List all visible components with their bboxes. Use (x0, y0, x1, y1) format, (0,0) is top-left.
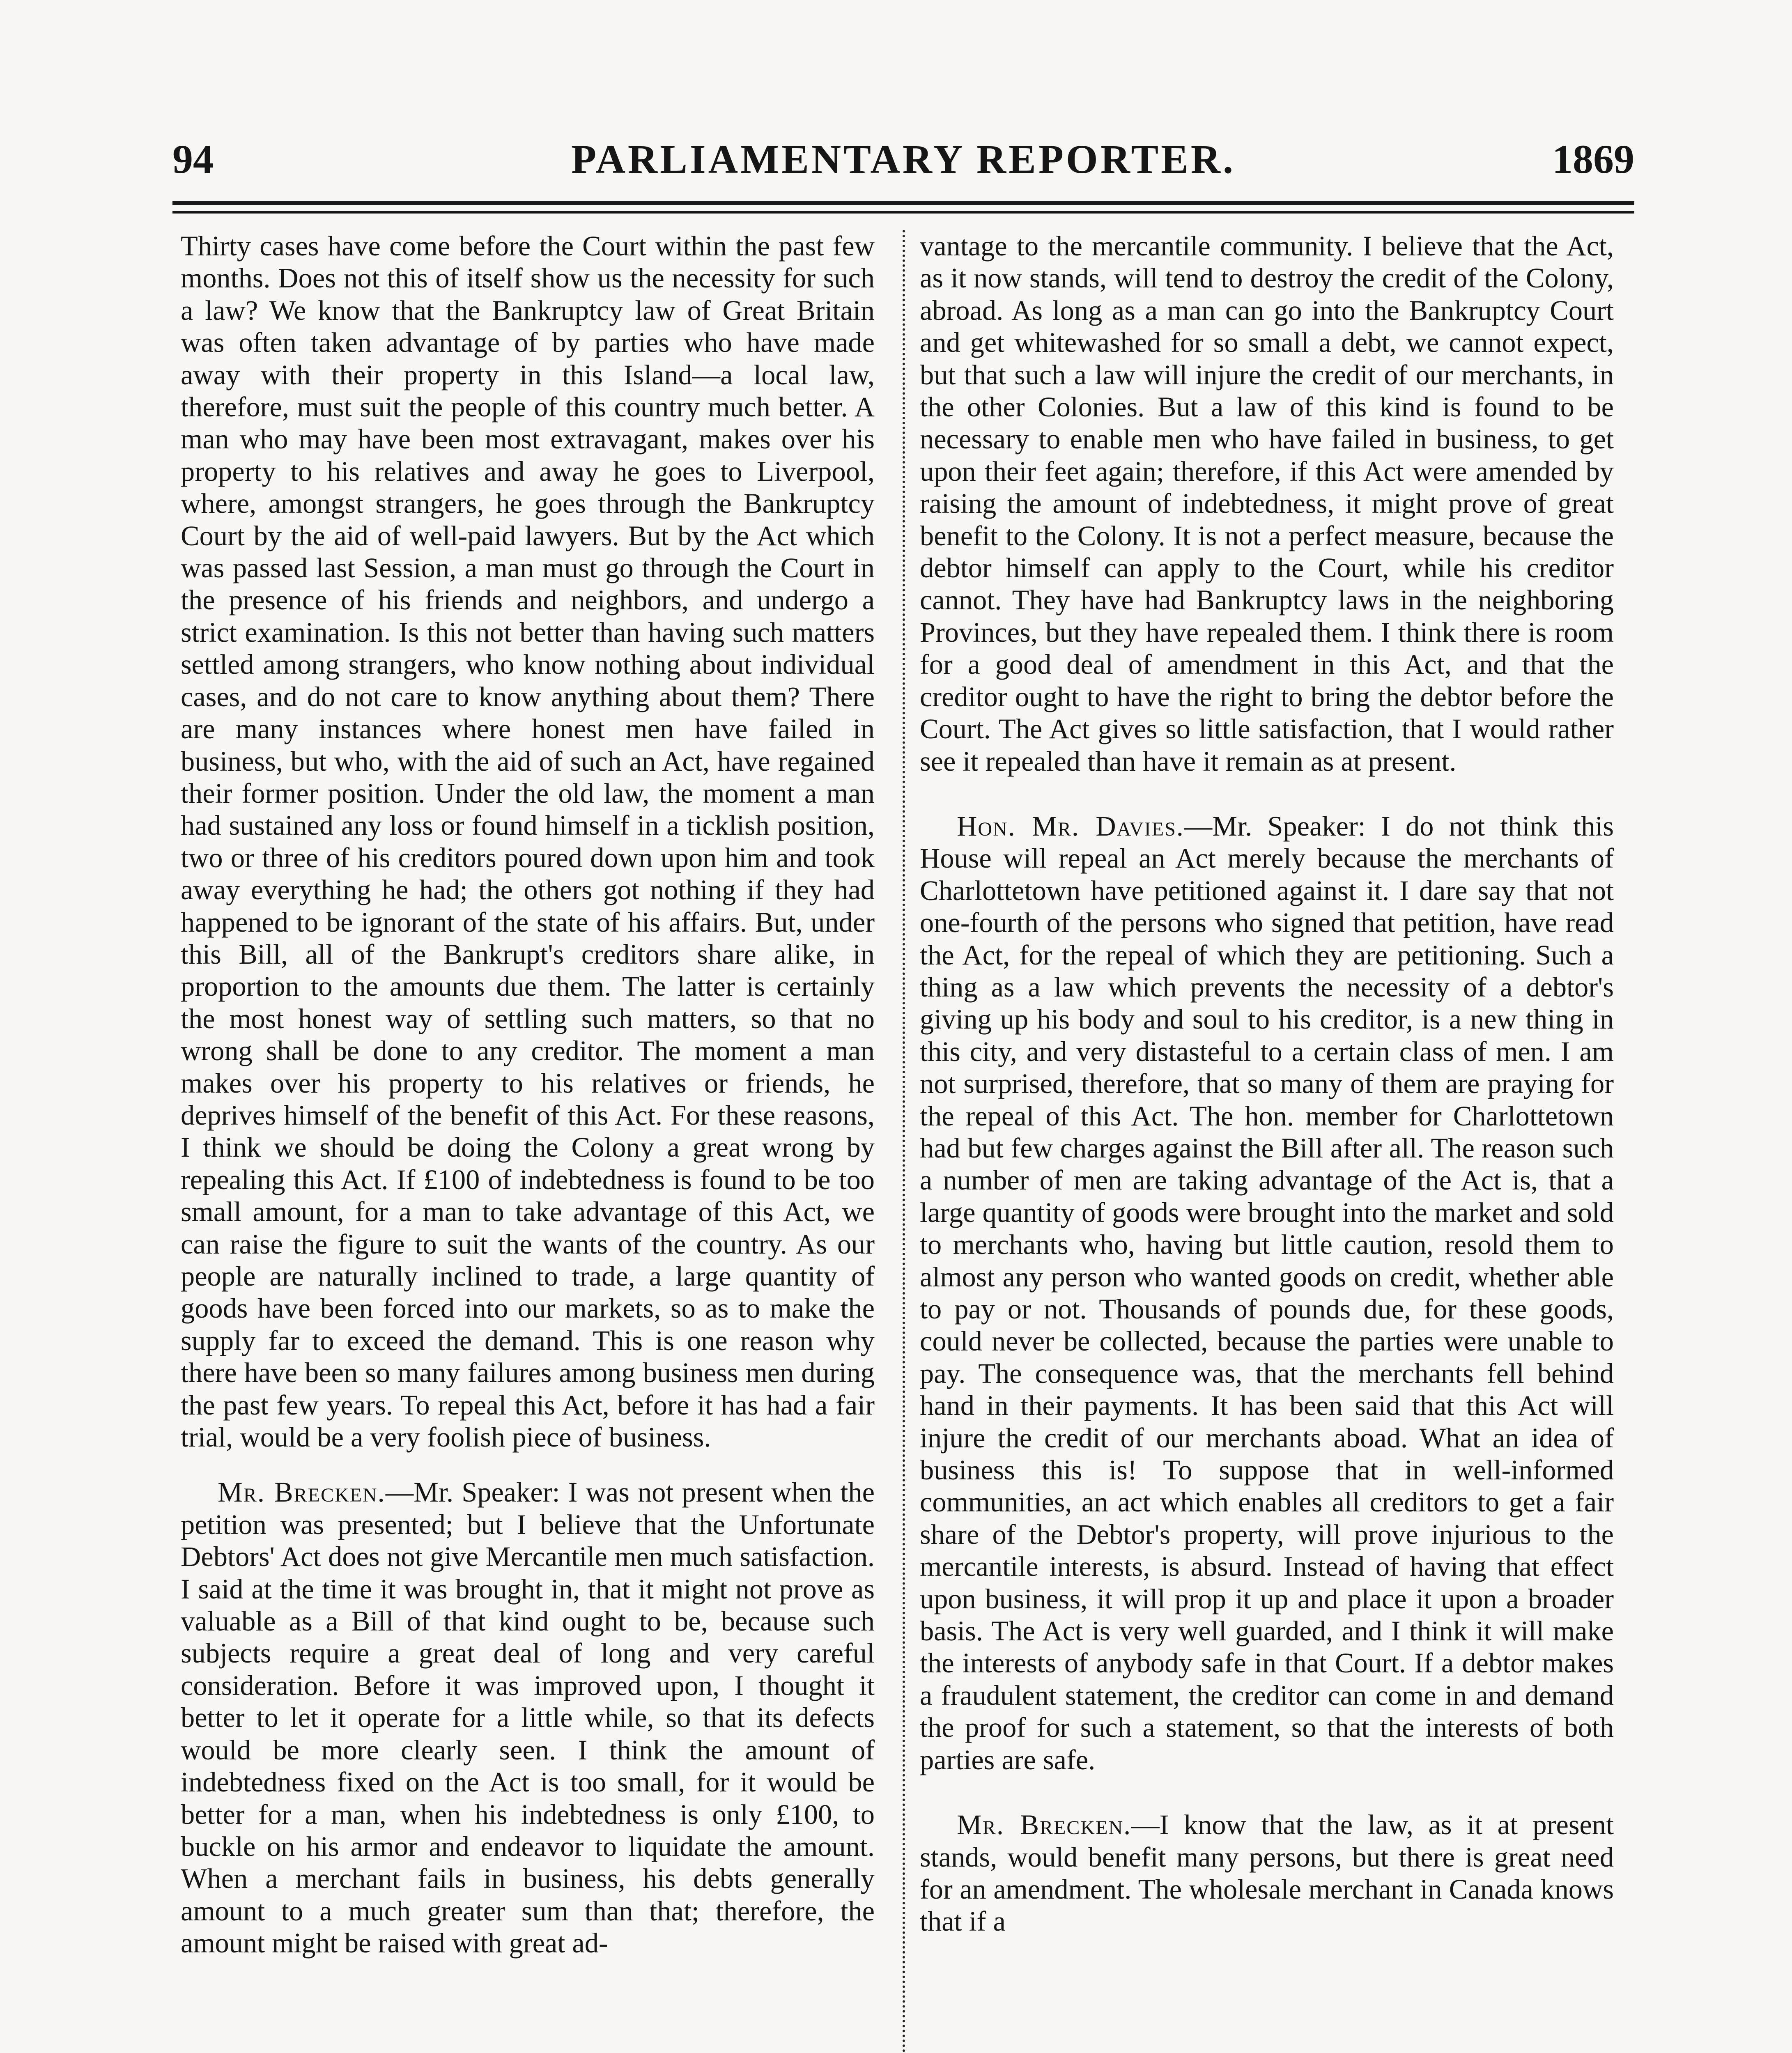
speech-paragraph (181, 1476, 875, 1959)
speaker-name: Mr. Brecken. (218, 1477, 386, 1508)
speech-text: —Mr. Speaker: I do not think this House will repeal an Act merely because the merchants of Charlottetown have petitioned against it. I dare say that not one-fourth of the persons who signed that petition, have read the Act, for the repeal of which they are petitioning. Such a thing as a law which prevents the necessity of a debtor's giving up his body and soul to his creditor, is a new thing in this city, and very distasteful to a certain class of men. I am not surprised, therefore, that so many of them are praying for the repeal of this Act. The hon. member for Charlottetown had but few charges against the Bill after all. The reason such a number of men are taking advantage of the Act is, that a large quantity of goods were brought into the market and sold to merchants who, having but little caution, resold them to almost any person who wanted goods on credit, whether able to pay or not. Thousands of pounds due, for these goods, could never be collected, because the parties were unable to pay. The consequence was, that the merchants fell behind hand in their payments. It has been said that this Act will injure the credit of our merchants aboad. What an idea of business this is! To suppose that in well-informed communities, an act which enables all creditors to get a fair share of the Debtor's property, will prove injurious to the mercantile interests, is absurd. Instead of having that effect upon business, it will prop it up and place it upon a broader basis. The Act is very well guarded, and I think it will make the interests of anybody safe in that Court. If a debtor makes a fraudulent statement, the creditor can come in and demand the proof for such a statement, so that the interests of both parties are safe. (920, 810, 1614, 1775)
column-divider (903, 230, 905, 2053)
speech-paragraph (920, 1809, 1614, 1938)
speech-text: —Mr. Speaker: I was not present when the petition was presented; but I believe that the Unfortunate Debtors' Act does not give Mercantile men much satisfaction. I said at the time it was brought in, that it might not prove as valuable as a Bill of that kind ought to be, because such subjects require a great deal of long and very careful consideration. Before it was improved upon, I thought it better to let it operate for a little while, so that its defects would be more clearly seen. I think the amount of indebtedness fixed on the Act is too small, for it would be better for a man, when his indebtedness is only £100, to buckle on his armor and endeavor to liquidate the amount. When a merchant fails in business, his debts generally amount to a much greater sum than that; therefore, the amount might be raised with great ad- (181, 1477, 875, 1959)
speech-text: —I know that the law, as it at present stands, would benefit many persons, but there is great need for an amendment. The wholesale merchant in Canada knows that if a (920, 1809, 1614, 1937)
speaker-name: Hon. Mr. Davies. (957, 810, 1184, 842)
publication-year: 1869 (1552, 136, 1634, 182)
publication-title: PARLIAMENTARY REPORTER. (571, 136, 1236, 182)
header-rule-thick (172, 201, 1634, 205)
speech-paragraph (920, 810, 1614, 1776)
page-number: 94 (172, 136, 214, 182)
speaker-name: Mr. Brecken. (957, 1809, 1132, 1841)
header-rule-thin (172, 211, 1634, 214)
right-column (920, 230, 1614, 1938)
page-header (172, 135, 1634, 197)
left-column (181, 230, 875, 1959)
paragraph: vantage to the mercantile community. I believe that the Act, as it now stands, will tend to destroy the credit of the Colony, abroad. As long as a man can go into the Bankruptcy Court and get whitewashed for so small a debt, we cannot expect, but that such a law will injure the credit of our merchants, in the other Colonies. But a law of this kind is found to be necessary to enable men who have failed in business, to get upon their feet again; therefore, if this Act were amended by raising the amount of indebtedness, it might prove of great benefit to the Colony. It is not a perfect measure, because the debtor himself can apply to the Court, while his creditor cannot. They have had Bankruptcy laws in the neighboring Provinces, but they have repealed them. I think there is room for a good deal of amendment in this Act, and that the creditor ought to have the right to bring the debtor before the Court. The Act gives so little satisfaction, that I would rather see it repealed than have it remain as at present. (920, 230, 1614, 777)
paragraph: Thirty cases have come before the Court within the past few months. Does not this of itself show us the necessity for such a law? We know that the Bankruptcy law of Great Britain was often taken advantage of by parties who have made away with their property in this Island—a local law, therefore, must suit the people of this country much better. A man who may have been most extravagant, makes over his property to his relatives and away he goes to Liverpool, where, amongst strangers, he goes through the Bankruptcy Court by the aid of well-paid lawyers. But by the Act which was passed last Session, a man must go through the Court in the presence of his friends and neighbors, and undergo a strict examination. Is this not better than having such matters settled among strangers, who know nothing about individual cases, and do not care to know anything about them? There are many instances where honest men have failed in business, but who, with the aid of such an Act, have regained their former position. Under the old law, the moment a man had sustained any loss or found himself in a ticklish position, two or three of his creditors poured down upon him and took away everything he had; the others got nothing if they had happened to be ignorant of the state of his affairs. But, under this Bill, all of the Bankrupt's creditors share alike, in proportion to the amounts due them. The latter is certainly the most honest way of settling such matters, so that no wrong shall be done to any creditor. The moment a man makes over his property to his relatives or friends, he deprives himself of the benefit of this Act. For these reasons, I think we should be doing the Colony a great wrong by repealing this Act. If £100 of indebtedness is found to be too small amount, for a man to take advantage of this Act, we can raise the figure to suit the wants of the country. As our people are naturally inclined to trade, a large quantity of goods have been forced into our markets, so as to make the supply far to exceed the demand. This is one reason why there have been so many failures among business men during the past few years. To repeal this Act, before it has had a fair trial, would be a very foolish piece of business. (181, 230, 875, 1453)
